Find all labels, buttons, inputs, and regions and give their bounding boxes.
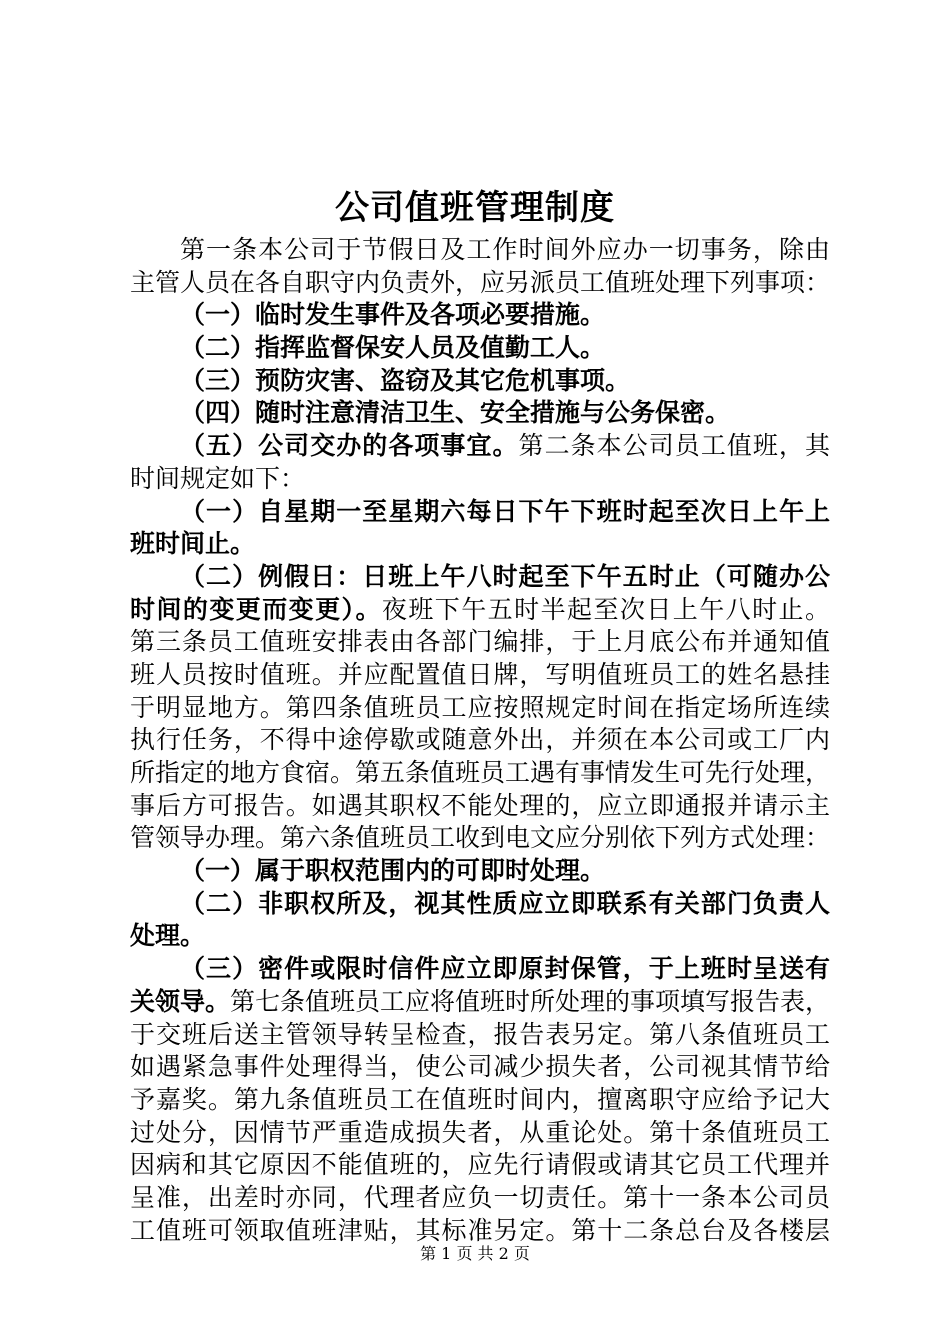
body-line: 工值班可领取值班津贴，其标准另定。第十二条总台及各楼层 bbox=[130, 1215, 830, 1245]
body-line: 执行任务，不得中途停歇或随意外出，并须在本公司或工厂内 bbox=[130, 725, 830, 755]
body-line: （四）随时注意清洁卫生、安全措施与公务保密。 bbox=[180, 398, 731, 428]
page-footer: 第 1 页 共 2 页 bbox=[420, 1244, 530, 1263]
body-line: 因病和其它原因不能值班的，应先行请假或请其它员工代理并 bbox=[130, 1150, 830, 1180]
body-line: （一）自星期一至星期六每日下午下班时起至次日上午上 bbox=[180, 496, 830, 526]
document-title: 公司值班管理制度 bbox=[335, 188, 615, 228]
body-line: 班时间止。 bbox=[130, 529, 256, 559]
body-line: 过处分，因情节严重造成损失者，从重论处。第十条值班员工 bbox=[130, 1117, 830, 1147]
body-line: 第三条员工值班安排表由各部门编排，于上月底公布并通知值 bbox=[130, 627, 830, 657]
body-line: 所指定的地方食宿。第五条值班员工遇有事情发生可先行处理， bbox=[130, 758, 830, 787]
body-line: （二）非职权所及，视其性质应立即联系有关部门负责人 bbox=[180, 888, 830, 918]
body-line: （二）例假日：日班上午八时起至下午五时止（可随办公 bbox=[180, 561, 830, 591]
body-line: （一）临时发生事件及各项必要措施。 bbox=[180, 300, 606, 330]
body-line-segment: 第二条本公司员工值班，其 bbox=[518, 431, 830, 461]
body-line: 处理。 bbox=[130, 921, 206, 951]
body-line: （二）指挥监督保安人员及值勤工人。 bbox=[180, 333, 606, 363]
document-body bbox=[130, 234, 830, 1247]
body-line: （三）密件或限时信件应立即原封保管，于上班时呈送有 bbox=[180, 954, 830, 984]
body-line: 管领导办理。第六条值班员工收到电文应分别依下列方式处理： bbox=[130, 823, 830, 853]
body-line bbox=[130, 430, 830, 463]
body-line-segment: 夜班下午五时半起至次日上午八时止。 bbox=[381, 594, 830, 624]
body-line: 时间规定如下： bbox=[130, 463, 306, 493]
body-line: 于交班后送主管领导转呈检查，报告表另定。第八条值班员工 bbox=[130, 1019, 830, 1049]
body-line: 如遇紧急事件处理得当，使公司减少损失者，公司视其情节给 bbox=[130, 1052, 830, 1082]
body-line: （三）预防灾害、盗窃及其它危机事项。 bbox=[180, 365, 631, 395]
body-line-segment: 关领导。 bbox=[130, 986, 231, 1016]
body-line: 于明显地方。第四条值班员工应按照规定时间在指定场所连续 bbox=[130, 692, 830, 722]
body-line: （一）属于职权范围内的可即时处理。 bbox=[180, 856, 606, 886]
body-line-segment: （五）公司交办的各项事宜。 bbox=[180, 431, 519, 461]
body-line bbox=[130, 986, 830, 1019]
body-line: 主管人员在各自职守内负责外，应另派员工值班处理下列事项： bbox=[130, 267, 830, 297]
body-line-segment: 时间的变更而变更）。 bbox=[130, 594, 382, 624]
body-line: 事后方可报告。如遇其职权不能处理的，应立即通报并请示主 bbox=[130, 790, 830, 820]
body-line-segment: 第七条值班员工应将值班时所处理的事项填写报告表， bbox=[230, 986, 830, 1016]
body-line: 予嘉奖。第九条值班员工在值班时间内，擅离职守应给予记大 bbox=[130, 1084, 830, 1114]
body-line: 班人员按时值班。并应配置值日牌，写明值班员工的姓名悬挂 bbox=[130, 659, 830, 689]
body-line bbox=[130, 594, 830, 627]
body-line: 呈准，出差时亦同，代理者应负一切责任。第十一条本公司员 bbox=[130, 1182, 830, 1212]
body-line: 第一条本公司于节假日及工作时间外应办一切事务，除由 bbox=[180, 235, 830, 264]
